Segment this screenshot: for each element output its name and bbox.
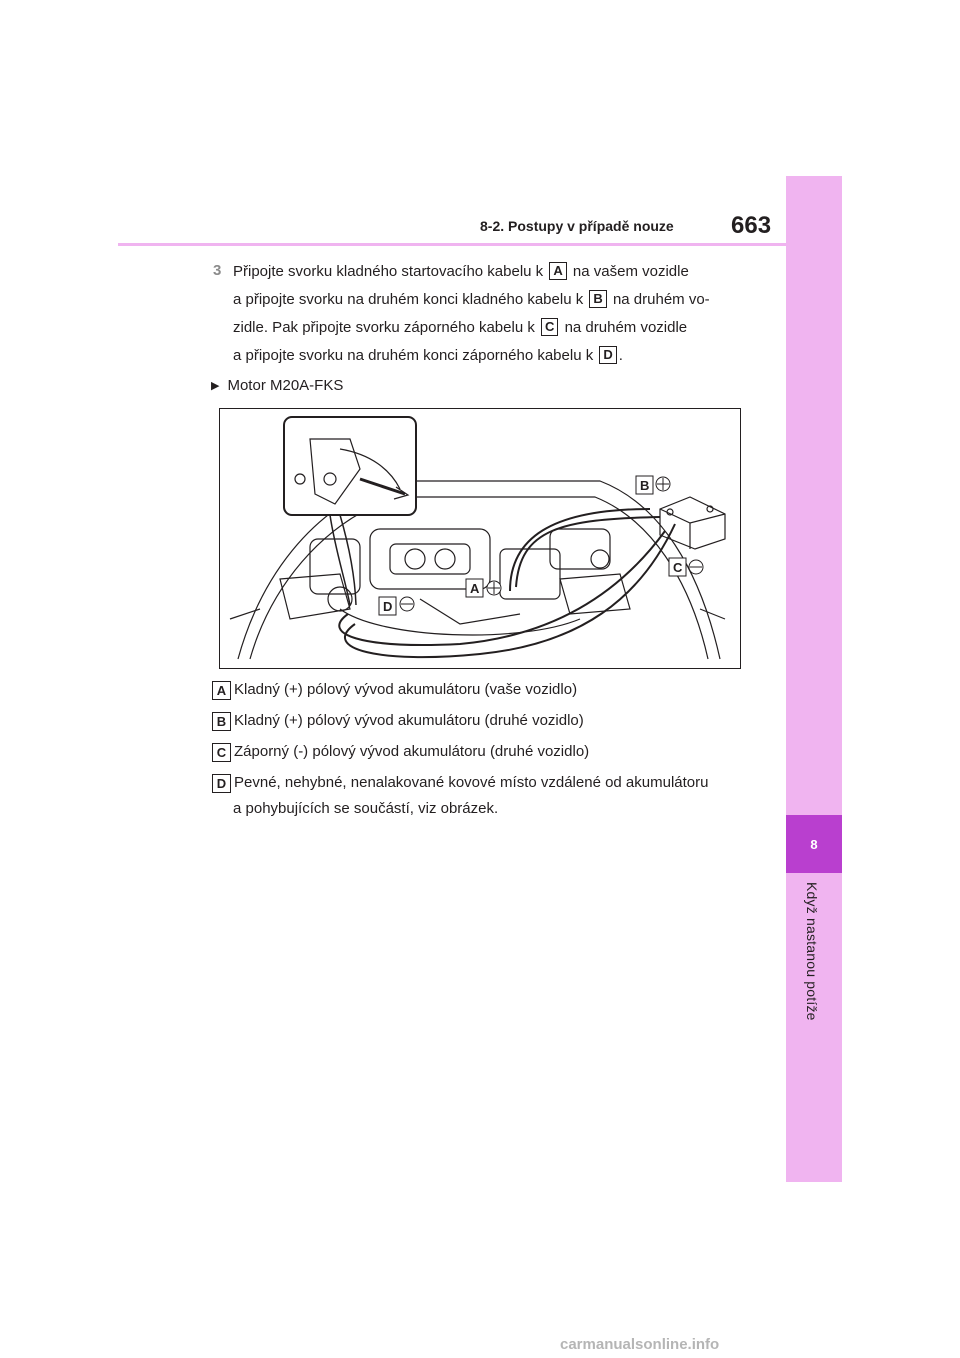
engine-bay-illustration — [220, 409, 740, 668]
step-number: 3 — [213, 262, 222, 279]
triangle-bullet-icon: ▶ — [211, 380, 220, 392]
legend-item-c: C Záporný (-) pólový vývod akumulátoru (druhé vozidlo) — [212, 743, 589, 762]
chapter-number: 8 — [786, 815, 842, 873]
header-rule — [118, 243, 786, 246]
legend-item-b: B Kladný (+) pólový vývod akumulátoru (druhé vozidlo) — [212, 712, 584, 731]
legend-item-d: D Pevné, nehybné, nenalakované kovové místo vzdálené od akumulátoru — [212, 774, 708, 793]
step-line-3: zidle. Pak připojte svorku záporného kabelu k C na druhém vozidle — [233, 319, 688, 336]
figure-label-b: B — [640, 478, 650, 493]
legend-item-a: A Kladný (+) pólový vývod akumulátoru (vaše vozidlo) — [212, 681, 577, 700]
side-tab — [786, 176, 842, 1182]
label-box-d: D — [599, 346, 616, 364]
figure-label-a: A — [470, 581, 480, 596]
figure-label-d: D — [383, 599, 393, 614]
step-line-2: a připojte svorku na druhém konci kladného kabelu k B na druhém vo- — [233, 291, 710, 308]
subsection-title: ▶ Motor M20A-FKS — [211, 377, 344, 394]
label-box-c: C — [541, 318, 558, 336]
legend-item-d-continued: a pohybujících se součástí, viz obrázek. — [233, 800, 499, 817]
section-title: 8-2. Postupy v případě nouze — [480, 218, 674, 234]
label-box-a: A — [549, 262, 566, 280]
figure-label-c: C — [673, 560, 683, 575]
engine-figure — [219, 408, 741, 669]
chapter-title: Když nastanou potíže — [804, 882, 820, 1021]
step-line-4: a připojte svorku na druhém konci záporného kabelu k D . — [233, 347, 623, 364]
step-line-1: Připojte svorku kladného startovacího kabelu k A na vašem vozidle — [233, 263, 689, 280]
page-number: 663 — [731, 212, 772, 239]
label-box-b: B — [589, 290, 606, 308]
watermark: carmanualsonline.info — [560, 1336, 720, 1353]
